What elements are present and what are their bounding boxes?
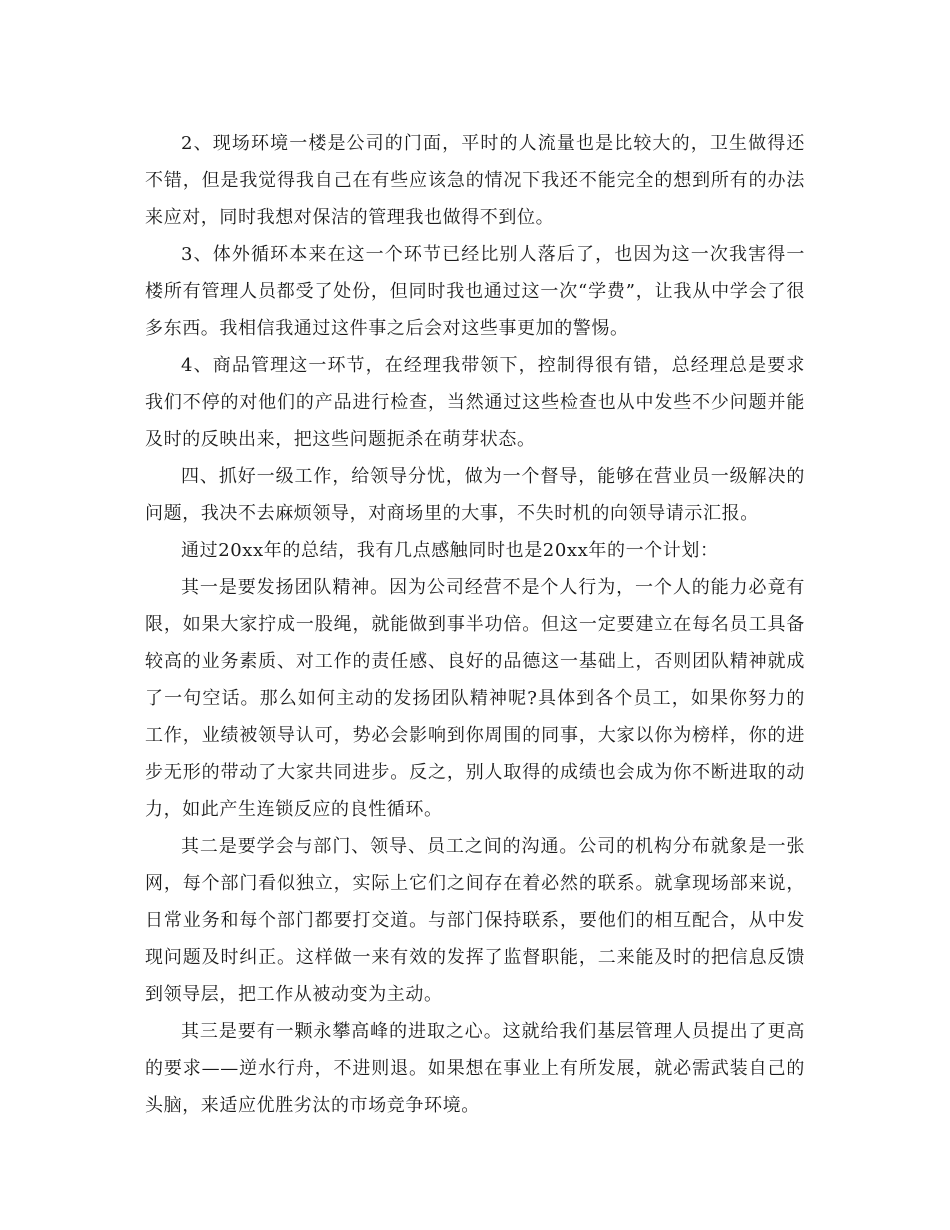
paragraph-plan-one: 其一是要发扬团队精神。因为公司经营不是个人行为，一个人的能力必竟有限，如果大家拧成一股绳，就能做到事半功倍。但这一定要建立在每名员工具备较高的业务素质、对工作的责任感、良好的品德这一基础上，否则团队精神就成了一句空话。那么如何主动的发扬团队精神呢?具体到各个员工，如果你努力的工作，业绩被领导认可，势必会影响到你周围的同事，大家以你为榜样，你的进步无形的带动了大家共同进步。反之，别人取得的成绩也会成为你不断进取的动力，如此产生连锁反应的良性循环。 [145, 577, 805, 820]
paragraph-item-4-goods: 4、商品管理这一环节，在经理我带领下，控制得很有错，总经理总是要求我们不停的对他们的产品进行检查，当然通过这些检查也从中发些不少问题并能及时的反映出来，把这些问题扼杀在萌芽状态。 [145, 355, 805, 450]
paragraph-plan-three: 其三是要有一颗永攀高峰的进取之心。这就给我们基层管理人员提出了更高的要求——逆水行舟，不进则退。如果想在事业上有所发展，就必需武装自己的头脑，来适应优胜劣汰的市场竞争环境。 [145, 1021, 805, 1116]
paragraph-section-four: 四、抓好一级工作，给领导分忧，做为一个督导，能够在营业员一级解决的问题，我决不去麻烦领导，对商场里的大事，不失时机的向领导请示汇报。 [145, 466, 805, 524]
document-page [145, 125, 805, 1124]
paragraph-item-2-environment: 2、现场环境一楼是公司的门面，平时的人流量也是比较大的，卫生做得还不错，但是我觉得我自己在有些应该急的情况下我还不能完全的想到所有的办法来应对，同时我想对保洁的管理我也做得不到位。 [145, 133, 805, 228]
paragraph-summary-intro: 通过20xx年的总结，我有几点感触同时也是20xx年的一个计划： [181, 540, 719, 561]
paragraph-plan-two: 其二是要学会与部门、领导、员工之间的沟通。公司的机构分布就象是一张网，每个部门看似独立，实际上它们之间存在着必然的联系。就拿现场部来说，日常业务和每个部门都要打交道。与部门保持联系，要他们的相互配合，从中发现问题及时纠正。这样做一来有效的发挥了监督职能，二来能及时的把信息反馈到领导层，把工作从被动变为主动。 [145, 836, 805, 1005]
paragraph-item-3-circulation: 3、体外循环本来在这一个环节已经比别人落后了，也因为这一次我害得一楼所有管理人员都受了处份，但同时我也通过这一次“学费”，让我从中学会了很多东西。我相信我通过这件事之后会对这些事更加的警惕。 [145, 244, 805, 339]
